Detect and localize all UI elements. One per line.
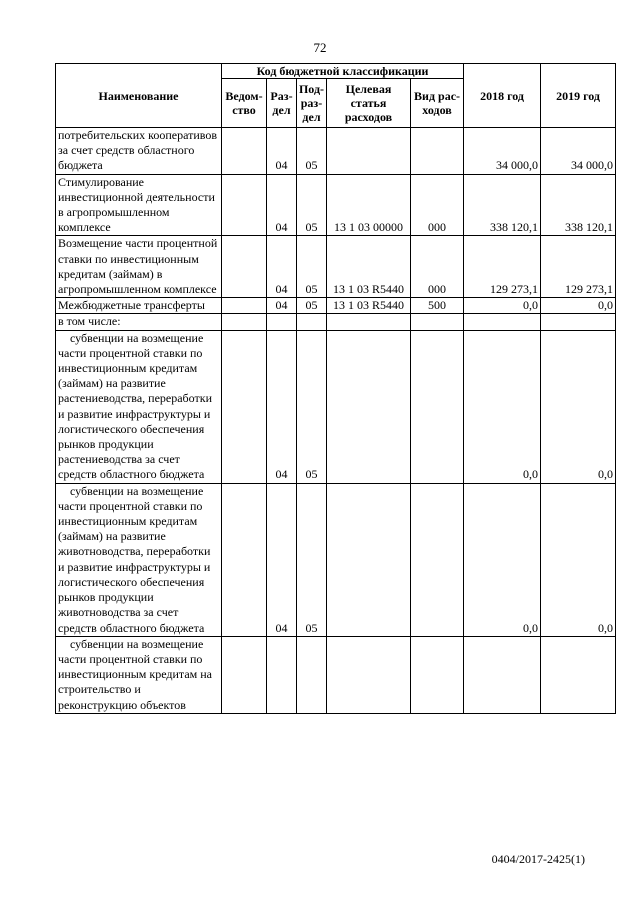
- row-tselevaya-statya: [327, 128, 411, 175]
- row-tselevaya-statya: [327, 483, 411, 636]
- row-name: субвенции на возмещение части процентной ставки по инвестиционным кредитам (займам) на развитие животноводства, переработки и развитие инфраструктуры и логистического обеспечения рынков продукции животноводства за счет средств областного бюджета: [56, 483, 222, 636]
- row-tselevaya-statya: [327, 330, 411, 483]
- row-2018: 129 273,1: [464, 236, 541, 298]
- row-vid-rashodov: [411, 483, 464, 636]
- row-tselevaya-statya: 13 1 03 R5440: [327, 298, 411, 314]
- row-name: потребительских кооперативов за счет средств областного бюджета: [56, 128, 222, 175]
- table-row: [56, 236, 616, 298]
- header-2019: 2019 год: [541, 64, 616, 128]
- row-razdel: 04: [267, 483, 297, 636]
- table-row: [56, 636, 616, 713]
- row-tselevaya-statya: [327, 636, 411, 713]
- row-2018: 338 120,1: [464, 174, 541, 236]
- table-row: [56, 483, 616, 636]
- row-2019: 0,0: [541, 298, 616, 314]
- row-2019: [541, 636, 616, 713]
- row-vedomstvo: [222, 128, 267, 175]
- row-razdel: 04: [267, 298, 297, 314]
- row-2019: 0,0: [541, 483, 616, 636]
- row-vedomstvo: [222, 330, 267, 483]
- row-podrazdel: [297, 636, 327, 713]
- row-razdel: [267, 314, 297, 330]
- row-razdel: 04: [267, 128, 297, 175]
- header-podrazdel: Под-раз-дел: [297, 79, 327, 128]
- header-name: Наименование: [56, 64, 222, 128]
- row-vid-rashodov: [411, 314, 464, 330]
- row-2019: 0,0: [541, 330, 616, 483]
- header-vid-rashodov: Вид рас-ходов: [411, 79, 464, 128]
- header-classification-group: Код бюджетной классификации: [222, 64, 464, 79]
- header-2018: 2018 год: [464, 64, 541, 128]
- row-name: субвенции на возмещение части процентной ставки по инвестиционным кредитам (займам) на развитие растениеводства, переработки и развитие инфраструктуры и логистического обеспечения рынков продукции растениеводства за счет средств областного бюджета: [56, 330, 222, 483]
- row-2019: 338 120,1: [541, 174, 616, 236]
- header-tselevaya-statya: Целевая статья расходов: [327, 79, 411, 128]
- row-vedomstvo: [222, 483, 267, 636]
- row-podrazdel: [297, 314, 327, 330]
- row-name: в том числе:: [56, 314, 222, 330]
- row-podrazdel: 05: [297, 483, 327, 636]
- header-razdel: Раз-дел: [267, 79, 297, 128]
- row-vid-rashodov: 500: [411, 298, 464, 314]
- row-2018: 0,0: [464, 483, 541, 636]
- row-2019: 34 000,0: [541, 128, 616, 175]
- row-2018: 0,0: [464, 330, 541, 483]
- row-2019: [541, 314, 616, 330]
- row-vid-rashodov: [411, 128, 464, 175]
- table-row: [56, 128, 616, 175]
- row-vid-rashodov: 000: [411, 174, 464, 236]
- row-razdel: [267, 636, 297, 713]
- row-vid-rashodov: [411, 636, 464, 713]
- row-2018: [464, 636, 541, 713]
- header-vedomstvo: Ведом-ство: [222, 79, 267, 128]
- row-tselevaya-statya: 13 1 03 00000: [327, 174, 411, 236]
- table-row: [56, 298, 616, 314]
- table-row: [56, 330, 616, 483]
- row-razdel: 04: [267, 236, 297, 298]
- row-vid-rashodov: 000: [411, 236, 464, 298]
- row-name: субвенции на возмещение части процентной ставки по инвестиционным кредитам на строительство и реконструкцию объектов: [56, 636, 222, 713]
- row-podrazdel: 05: [297, 298, 327, 314]
- row-2019: 129 273,1: [541, 236, 616, 298]
- row-razdel: 04: [267, 330, 297, 483]
- row-podrazdel: 05: [297, 236, 327, 298]
- table-row: [56, 314, 616, 330]
- row-tselevaya-statya: 13 1 03 R5440: [327, 236, 411, 298]
- row-podrazdel: 05: [297, 128, 327, 175]
- row-2018: 0,0: [464, 298, 541, 314]
- row-vedomstvo: [222, 236, 267, 298]
- page-number: 72: [313, 40, 327, 55]
- row-2018: [464, 314, 541, 330]
- row-name: Межбюджетные трансферты: [56, 298, 222, 314]
- table-header-row: [56, 64, 616, 79]
- row-name: Возмещение части процентной ставки по инвестиционным кредитам (займам) в агропромышленном комплексе: [56, 236, 222, 298]
- row-vedomstvo: [222, 314, 267, 330]
- row-vedomstvo: [222, 298, 267, 314]
- table-body: [56, 128, 616, 714]
- row-vedomstvo: [222, 174, 267, 236]
- row-razdel: 04: [267, 174, 297, 236]
- row-tselevaya-statya: [327, 314, 411, 330]
- table-row: [56, 174, 616, 236]
- row-name: Стимулирование инвестиционной деятельности в агропромышленном комплексе: [56, 174, 222, 236]
- budget-table: [55, 63, 616, 714]
- row-vedomstvo: [222, 636, 267, 713]
- row-podrazdel: 05: [297, 330, 327, 483]
- row-vid-rashodov: [411, 330, 464, 483]
- row-podrazdel: 05: [297, 174, 327, 236]
- document-code: 0404/2017-2425(1): [491, 852, 585, 866]
- row-2018: 34 000,0: [464, 128, 541, 175]
